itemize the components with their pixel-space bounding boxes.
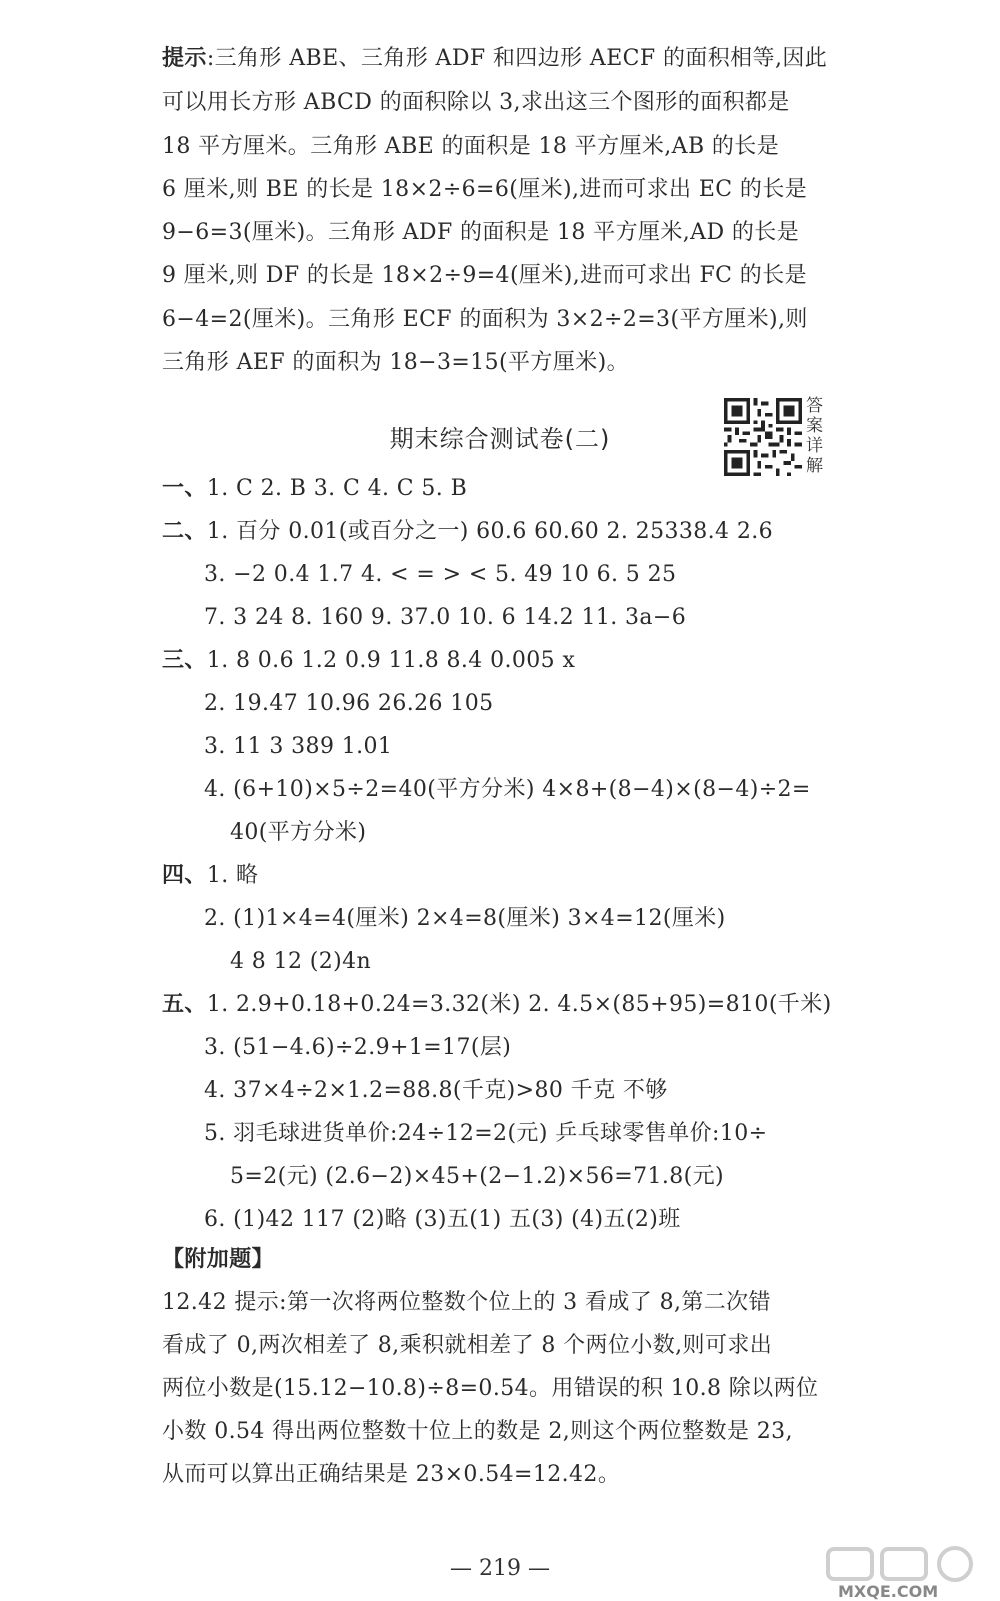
answer-line-12: 五、1. 2.9+0.18+0.24=3.32(米) 2. 4.5×(85+95)=810(千米) [162,992,832,1017]
hint-line-5: 9 厘米,则 DF 的长是 18×2÷9=4(厘米),进而可求出 FC 的长是 [162,263,807,288]
hint-line-7: 三角形 AEF 的面积为 18−3=15(平方厘米)。 [162,350,630,375]
bonus-line-4: 从而可以算出正确结果是 23×0.54=12.42。 [162,1462,621,1487]
answer-line-6: 3. 11 3 389 1.01 [204,734,393,759]
page-number: — 219 — [450,1556,550,1581]
qr-code-icon[interactable] [724,398,802,476]
bonus-line-0: 12.42 提示:第一次将两位整数个位上的 3 看成了 8,第二次错 [162,1290,771,1315]
answer-line-2: 3. −2 0.4 1.7 4. < = > < 5. 49 10 6. 5 25 [204,562,677,587]
hint-line-4: 9−6=3(厘米)。三角形 ADF 的面积是 18 平方厘米,AD 的长是 [162,220,800,245]
hint-line-2: 18 平方厘米。三角形 ABE 的面积是 18 平方厘米,AB 的长是 [162,134,780,159]
section-title: 期末综合测试卷(二) [389,425,611,453]
hint-line-1: 可以用长方形 ABCD 的面积除以 3,求出这三个图形的面积都是 [162,90,790,115]
answer-line-15: 5. 羽毛球进货单价:24÷12=2(元) 乒乓球零售单价:10÷ [204,1121,768,1146]
answer-line-1: 二、1. 百分 0.01(或百分之一) 60.6 60.60 2. 25338.4 2.6 [162,519,774,544]
answer-line-7: 4. (6+10)×5÷2=40(平方分米) 4×8+(8−4)×(8−4)÷2= [204,777,811,802]
answer-line-0: 一、1. C 2. B 3. C 4. C 5. B [162,476,468,501]
bonus-line-3: 小数 0.54 得出两位整数十位上的数是 2,则这个两位整数是 23, [162,1419,793,1444]
hint-line-0: 提示:三角形 ABE、三角形 ADF 和四边形 AECF 的面积相等,因此 [162,46,828,71]
hint-line-3: 6 厘米,则 BE 的长是 18×2÷6=6(厘米),进而可求出 EC 的长是 [162,177,808,202]
answer-line-8: 40(平方分米) [230,820,367,845]
answer-line-16: 5=2(元) (2.6−2)×45+(2−1.2)×56=71.8(元) [230,1164,725,1189]
answer-line-14: 4. 37×4÷2×1.2=88.8(千克)>80 千克 不够 [204,1078,668,1103]
bonus-line-2: 两位小数是(15.12−10.8)÷8=0.54。用错误的积 10.8 除以两位 [162,1376,819,1401]
qr-label: 答 案 详 解 [806,396,823,476]
answer-line-11: 4 8 12 (2)4n [230,949,372,974]
bonus-line-1: 看成了 0,两次相差了 8,乘积就相差了 8 个两位小数,则可求出 [162,1333,773,1358]
answer-line-5: 2. 19.47 10.96 26.26 105 [204,691,494,716]
answer-line-10: 2. (1)1×4=4(厘米) 2×4=8(厘米) 3×4=12(厘米) [204,906,726,931]
answer-line-17: 6. (1)42 117 (2)略 (3)五(1) 五(3) (4)五(2)班 [204,1207,681,1232]
hint-line-6: 6−4=2(厘米)。三角形 ECF 的面积为 3×2÷2=3(平方厘米),则 [162,307,808,332]
answer-line-3: 7. 3 24 8. 160 9. 37.0 10. 6 14.2 11. 3a−6 [204,605,687,630]
answer-line-4: 三、1. 8 0.6 1.2 0.9 11.8 8.4 0.005 x [162,648,576,673]
answer-line-9: 四、1. 略 [162,863,259,888]
watermark-text: MXQE.COM [838,1582,939,1601]
hint-label: 提示 [162,46,207,71]
answer-line-13: 3. (51−4.6)÷2.9+1=17(层) [204,1035,512,1060]
bonus-title: 【附加题】 [162,1247,275,1272]
